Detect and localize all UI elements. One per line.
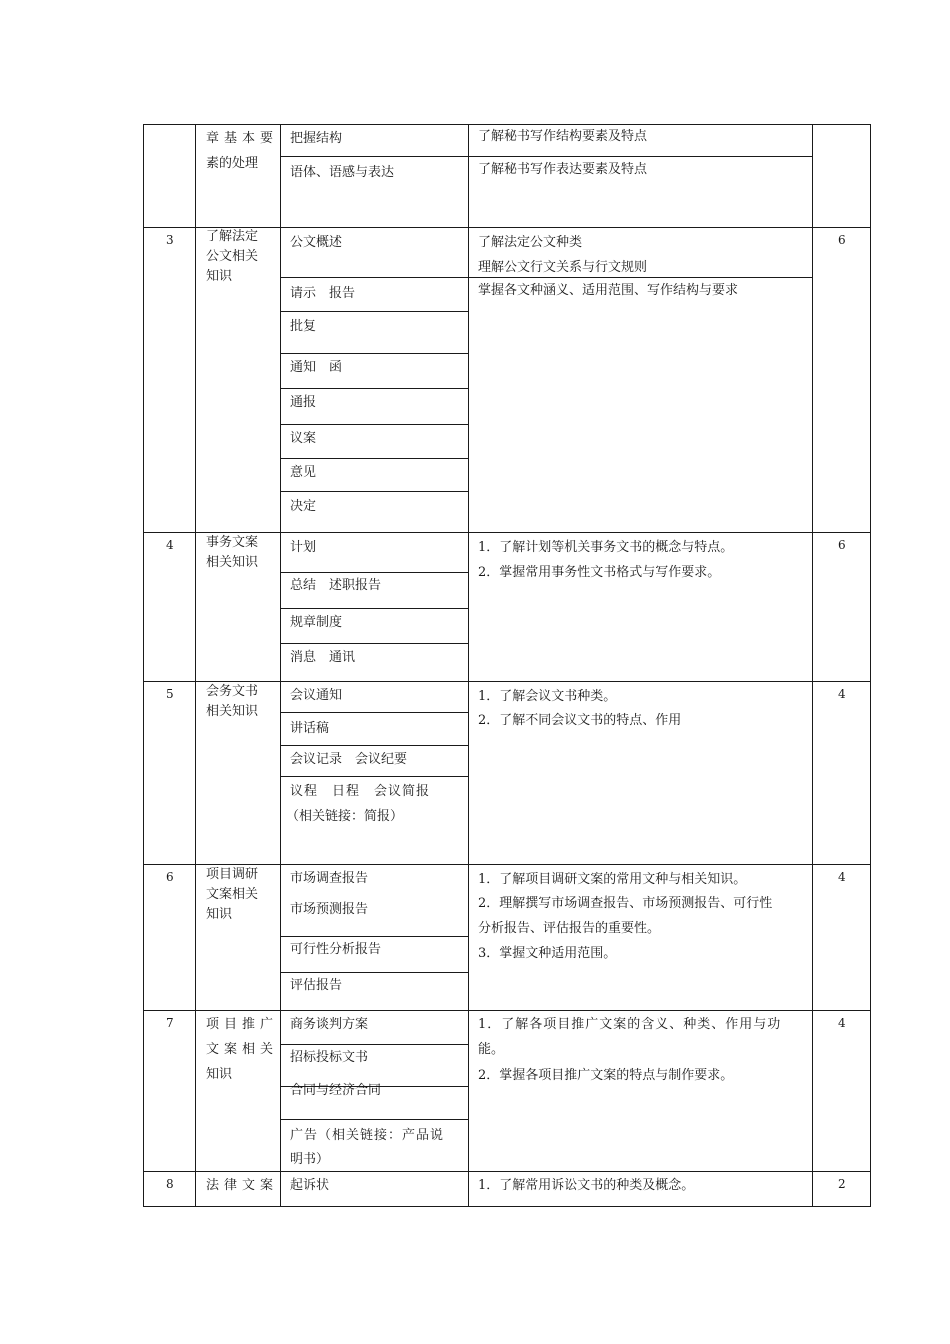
- topic-cell: 会议记录 会议纪要: [290, 752, 408, 767]
- course-table: [143, 124, 871, 1207]
- topic-cell: 合同与经济合同: [290, 1083, 382, 1098]
- chapter-text: 了解法定: [206, 229, 259, 244]
- chapter-text: 项目调研: [206, 867, 259, 882]
- chapter-text: 会务文书: [206, 684, 259, 699]
- hours-cell: 4: [838, 870, 846, 884]
- cell-divider: [280, 745, 469, 746]
- table-border: [143, 1206, 871, 1207]
- cell-divider: [280, 458, 469, 459]
- topic-cell: 议案: [290, 431, 317, 446]
- chapter-text: 知识: [206, 907, 233, 922]
- topic-cell: 商务谈判方案: [290, 1017, 369, 1032]
- goal-text: 能。: [478, 1042, 505, 1057]
- goal-text: 掌握各文种涵义、适用范围、写作结构与要求: [478, 283, 739, 298]
- goal-text: 2．理解撰写市场调查报告、市场预测报告、可行性: [478, 896, 773, 911]
- chapter-text: 法律文案: [206, 1178, 279, 1193]
- topic-cell: 明书）: [290, 1152, 330, 1167]
- cell-divider: [280, 608, 469, 609]
- goal-text: 了解秘书写作结构要素及特点: [478, 129, 648, 144]
- cell-divider: [280, 491, 469, 492]
- row-number: 3: [166, 233, 174, 247]
- chapter-text: 文案相关: [206, 887, 259, 902]
- topic-cell: 讲话稿: [290, 721, 330, 736]
- topic-cell: 公文概述: [290, 235, 343, 250]
- chapter-text: 事务文案: [206, 535, 259, 550]
- topic-cell: 消息 通讯: [290, 650, 356, 665]
- row-divider: [143, 1171, 871, 1172]
- hours-cell: 6: [838, 233, 846, 247]
- cell-divider: [280, 424, 469, 425]
- hours-cell: 4: [838, 1016, 846, 1030]
- row-number: 8: [166, 1177, 174, 1191]
- topic-cell: 可行性分析报告: [290, 942, 382, 957]
- chapter-text: 项目推广: [206, 1017, 279, 1032]
- chapter-text: 文案相关: [206, 1042, 279, 1057]
- goal-text: 1．了解常用诉讼文书的种类及概念。: [478, 1178, 695, 1193]
- topic-cell: 语体、语感与表达: [290, 165, 395, 180]
- hours-cell: 6: [838, 538, 846, 552]
- goal-text: 2．掌握各项目推广文案的特点与制作要求。: [478, 1068, 734, 1083]
- chapter-text: 公文相关: [206, 249, 259, 264]
- goal-text: 了解法定公文种类: [478, 235, 583, 250]
- column-divider: [812, 124, 813, 1207]
- row-number: 6: [166, 870, 174, 884]
- topic-cell: 把握结构: [290, 131, 343, 146]
- hours-cell: 4: [838, 687, 846, 701]
- chapter-text: 章基本要: [206, 131, 279, 146]
- goal-text: 2．掌握常用事务性文书格式与写作要求。: [478, 565, 721, 580]
- topic-cell: 总结 述职报告: [290, 578, 382, 593]
- row-number: 7: [166, 1016, 174, 1030]
- topic-cell: 规章制度: [290, 615, 343, 630]
- topic-cell: 意见: [290, 465, 317, 480]
- table-border: [143, 124, 144, 1207]
- topic-cell: 市场预测报告: [290, 902, 369, 917]
- chapter-text: 相关知识: [206, 704, 259, 719]
- topic-cell: 批复: [290, 319, 317, 334]
- goal-text: 理解公文行文关系与行文规则: [478, 260, 648, 275]
- cell-divider: [280, 643, 469, 644]
- topic-cell: 会议通知: [290, 688, 343, 703]
- topic-cell: 广告（相关链接：产品说: [290, 1128, 445, 1143]
- column-divider: [195, 124, 196, 1207]
- cell-divider: [280, 776, 469, 777]
- cell-divider: [280, 311, 469, 312]
- row-number: 4: [166, 538, 174, 552]
- topic-cell: 市场调查报告: [290, 871, 369, 886]
- chapter-text: 知识: [206, 269, 233, 284]
- hours-cell: 2: [838, 1177, 846, 1191]
- row-divider: [143, 1010, 871, 1011]
- topic-cell: 通知 函: [290, 360, 343, 375]
- goal-text: 1．了解会议文书种类。: [478, 689, 617, 704]
- topic-cell: 通报: [290, 395, 317, 410]
- topic-cell: （相关链接：简报）: [286, 809, 404, 824]
- chapter-text: 相关知识: [206, 555, 259, 570]
- row-number: 5: [166, 687, 174, 701]
- goal-text: 2．了解不同会议文书的特点、作用: [478, 713, 682, 728]
- topic-cell: 决定: [290, 499, 317, 514]
- goal-text: 了解秘书写作表达要素及特点: [478, 162, 648, 177]
- goal-text: 分析报告、评估报告的重要性。: [478, 921, 661, 936]
- topic-cell: 议程 日程 会议简报: [290, 784, 431, 799]
- goal-text: 1．了解计划等机关事务文书的概念与特点。: [478, 540, 734, 555]
- topic-cell: 招标投标文书: [290, 1050, 369, 1065]
- topic-cell: 起诉状: [290, 1178, 330, 1193]
- table-border: [870, 124, 871, 1207]
- goal-text: 1．了解项目调研文案的常用文种与相关知识。: [478, 872, 747, 887]
- topic-cell: 请示 报告: [290, 286, 356, 301]
- goal-text: 3．掌握文种适用范围。: [478, 946, 617, 961]
- topic-cell: 计划: [290, 540, 317, 555]
- chapter-text: 知识: [206, 1067, 233, 1082]
- cell-divider: [280, 353, 469, 354]
- cell-divider: [280, 1119, 469, 1120]
- chapter-text: 素的处理: [206, 156, 259, 171]
- topic-cell: 评估报告: [290, 978, 343, 993]
- cell-divider: [280, 712, 469, 713]
- cell-divider: [280, 388, 469, 389]
- goal-text: 1．了解各项目推广文案的含义、种类、作用与功: [478, 1017, 782, 1032]
